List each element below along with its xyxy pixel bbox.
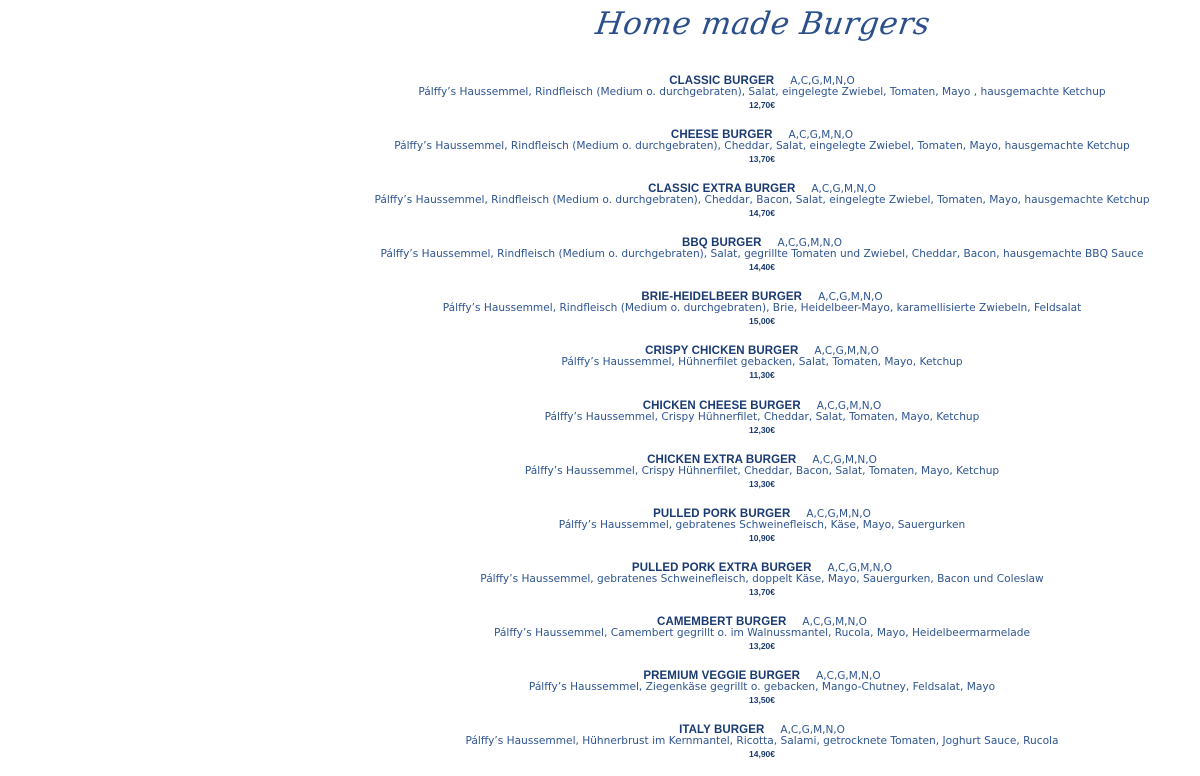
item-price: 11,30€ bbox=[749, 370, 775, 381]
menu-item bbox=[362, 451, 1162, 505]
item-name: BBQ BURGER bbox=[681, 237, 762, 250]
item-description: Pálffy’s Haussemmel, Rindfleisch (Medium o. durchgebraten), Salat, gegrillte Tomaten und Zwiebel, Cheddar, Bacon, hausgemachte BBQ Sauce bbox=[380, 248, 1144, 261]
item-description: Pálffy’s Haussemmel, Hühnerfilet gebacken, Salat, Tomaten, Mayo, Ketchup bbox=[561, 356, 963, 369]
item-description: Pálffy’s Haussemmel, Rindfleisch (Medium o. durchgebraten), Cheddar, Salat, eingelegte Zwiebel, Tomaten, Mayo, hausgemachte Ketchup bbox=[394, 140, 1130, 153]
item-allergens: A,C,G,M,N,O bbox=[812, 453, 877, 466]
item-description: Pálffy’s Haussemmel, Ziegenkäse gegrillt o. gebacken, Mango-Chutney, Feldsalat, Mayo bbox=[528, 681, 996, 694]
item-allergens: A,C,G,M,N,O bbox=[777, 237, 843, 250]
item-price: 14,90€ bbox=[749, 749, 775, 760]
item-allergens: A,C,G,M,N,O bbox=[816, 670, 881, 683]
item-allergens: A,C,G,M,N,O bbox=[802, 615, 867, 628]
item-description: Pálffy’s Haussemmel, gebratenes Schweinefleisch, Käse, Mayo, Sauergurken bbox=[558, 518, 966, 531]
item-name: ITALY BURGER bbox=[679, 724, 765, 737]
item-description: Pálffy’s Haussemmel, Hühnerbrust im Kernmantel, Ricotta, Salami, getrocknete Tomaten, Joghurt Sauce, Rucola bbox=[465, 735, 1059, 748]
item-price: 14,40€ bbox=[749, 262, 775, 273]
item-name: CLASSIC EXTRA BURGER bbox=[648, 183, 796, 196]
item-allergens: A,C,G,M,N,O bbox=[818, 291, 883, 304]
item-description: Pálffy’s Haussemmel, Rindfleisch (Medium o. durchgebraten), Salat, eingelegte Zwiebel, Tomaten, Mayo , hausgemachte Ketchup bbox=[418, 86, 1106, 98]
item-name: PULLED PORK EXTRA BURGER bbox=[631, 561, 812, 574]
menu-item bbox=[362, 721, 1162, 775]
item-allergens: A,C,G,M,N,O bbox=[790, 75, 855, 87]
item-allergens: A,C,G,M,N,O bbox=[811, 183, 876, 196]
menu-item bbox=[362, 559, 1162, 613]
item-price: 12,30€ bbox=[749, 424, 775, 435]
item-price: 13,70€ bbox=[749, 154, 775, 165]
item-name: CHICKEN EXTRA BURGER bbox=[647, 453, 797, 466]
item-price: 13,30€ bbox=[749, 478, 775, 489]
item-price: 10,90€ bbox=[749, 532, 775, 543]
item-price: 13,70€ bbox=[749, 586, 775, 597]
item-name: CRISPY CHICKEN BURGER bbox=[645, 345, 799, 358]
menu-item bbox=[362, 234, 1162, 288]
menu-item bbox=[362, 613, 1162, 667]
item-allergens: A,C,G,M,N,O bbox=[816, 399, 882, 412]
menu-item bbox=[362, 126, 1162, 180]
menu-item bbox=[362, 180, 1162, 234]
item-description: Pálffy’s Haussemmel, gebratenes Schweinefleisch, doppelt Käse, Mayo, Sauergurken, Bacon und Coleslaw bbox=[480, 572, 1044, 585]
item-allergens: A,C,G,M,N,O bbox=[806, 507, 871, 520]
item-allergens: A,C,G,M,N,O bbox=[788, 129, 854, 142]
item-price: 14,70€ bbox=[749, 208, 775, 219]
item-description: Pálffy’s Haussemmel, Crispy Hühnerfilet, Cheddar, Salat, Tomaten, Mayo, Ketchup bbox=[544, 410, 980, 423]
menu-item bbox=[362, 288, 1162, 342]
menu-item bbox=[362, 667, 1162, 721]
item-price: 15,00€ bbox=[749, 316, 775, 327]
item-allergens: A,C,G,M,N,O bbox=[814, 345, 879, 358]
item-name: PULLED PORK BURGER bbox=[653, 507, 791, 520]
item-name: CLASSIC BURGER bbox=[669, 75, 775, 87]
item-name: CHEESE BURGER bbox=[670, 129, 773, 142]
menu-item bbox=[362, 505, 1162, 559]
item-description: Pálffy’s Haussemmel, Camembert gegrillt o. im Walnussmantel, Rucola, Mayo, Heidelbeermarmelade bbox=[493, 626, 1031, 639]
menu-heading: Home made Burgers bbox=[593, 6, 933, 42]
item-description: Pálffy’s Haussemmel, Rindfleisch (Medium o. durchgebraten), Brie, Heidelbeer-Mayo, karamellisierte Zwiebeln, Feldsalat bbox=[442, 302, 1082, 315]
item-description: Pálffy’s Haussemmel, Rindfleisch (Medium o. durchgebraten), Cheddar, Bacon, Salat, eingelegte Zwiebel, Tomaten, Mayo, hausgemachte Ketchup bbox=[374, 194, 1150, 207]
item-price: 12,70€ bbox=[749, 100, 775, 110]
item-price: 13,20€ bbox=[749, 640, 775, 651]
item-allergens: A,C,G,M,N,O bbox=[827, 561, 893, 574]
item-name: CHICKEN CHEESE BURGER bbox=[642, 399, 801, 412]
item-allergens: A,C,G,M,N,O bbox=[780, 724, 845, 737]
menu-item bbox=[362, 342, 1162, 396]
item-description: Pálffy’s Haussemmel, Crispy Hühnerfilet, Cheddar, Bacon, Salat, Tomaten, Mayo, Ketchup bbox=[524, 464, 1000, 477]
menu-items bbox=[362, 72, 1162, 775]
item-price: 13,50€ bbox=[749, 695, 775, 706]
item-name: BRIE-HEIDELBEER BURGER bbox=[641, 291, 803, 304]
menu-item bbox=[362, 72, 1162, 126]
menu-item bbox=[362, 397, 1162, 451]
item-name: PREMIUM VEGGIE BURGER bbox=[643, 670, 801, 683]
item-name: CAMEMBERT BURGER bbox=[657, 615, 787, 628]
